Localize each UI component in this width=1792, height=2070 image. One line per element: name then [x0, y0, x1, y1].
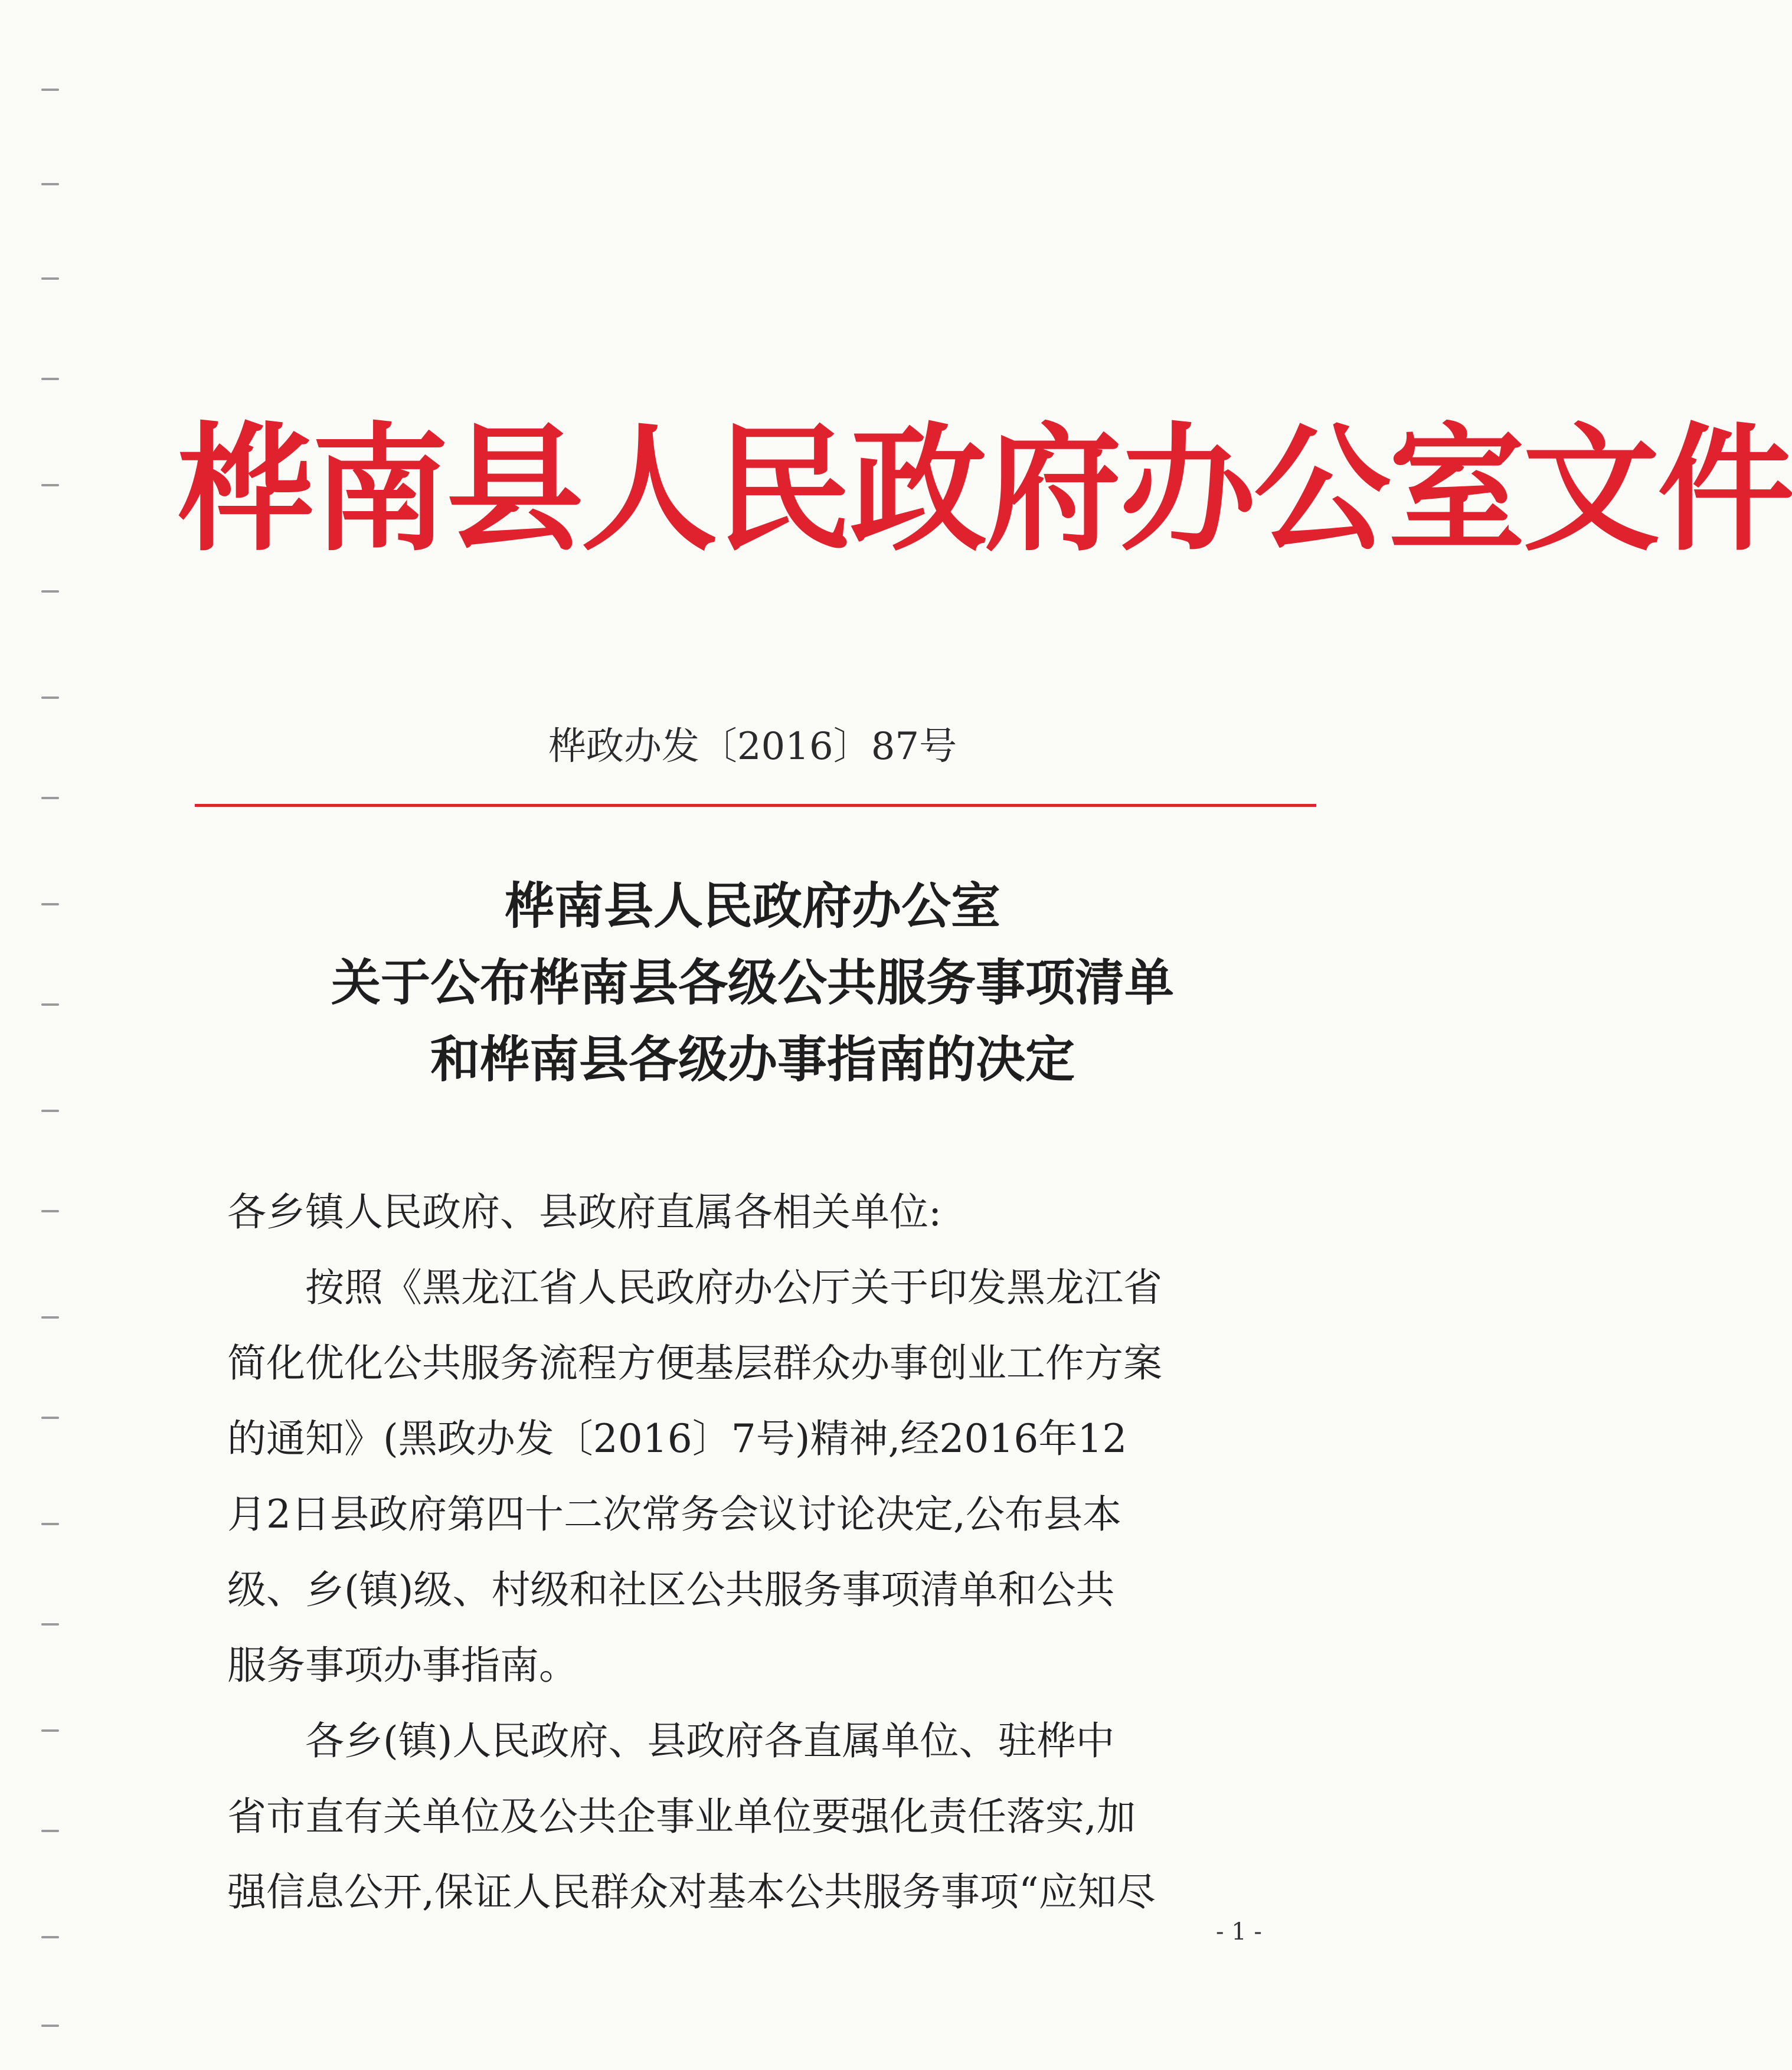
binding-mark: [41, 2025, 59, 2027]
body-line: 强信息公开,保证人民群众对基本公共服务事项“应知尽: [227, 1869, 1156, 1915]
binding-mark: [41, 590, 59, 593]
binding-mark: [41, 696, 59, 699]
page-number: - 1 -: [1216, 1918, 1262, 1945]
binding-mark: [41, 1936, 59, 1938]
binding-mark: [41, 1830, 59, 1832]
body-line: 各乡(镇)人民政府、县政府各直属单位、驻桦中: [305, 1718, 1115, 1764]
red-header-title: 桦南县人民政府办公室文件: [177, 410, 1792, 570]
binding-mark: [41, 1417, 59, 1419]
body-line: 服务事项办事指南。: [227, 1643, 578, 1688]
binding-mark: [41, 1110, 59, 1112]
binding-mark: [41, 797, 59, 799]
body-line: 月2日县政府第四十二次常务会议讨论决定,公布县本: [227, 1492, 1121, 1537]
binding-mark: [41, 277, 59, 280]
body-text: [227, 1175, 1254, 1930]
document-title-line: 关于公布桦南县各级公共服务事项清单: [331, 954, 1174, 1012]
binding-mark: [41, 89, 59, 91]
body-line: 级、乡(镇)级、村级和社区公共服务事项清单和公共: [227, 1567, 1115, 1613]
binding-mark: [41, 1729, 59, 1732]
binding-mark: [41, 378, 59, 380]
body-line: 按照《黑龙江省人民政府办公厅关于印发黑龙江省: [305, 1265, 1162, 1310]
binding-mark: [41, 1623, 59, 1626]
body-line: 省市直有关单位及公共企事业单位要强化责任落实,加: [227, 1794, 1136, 1839]
salutation: 各乡镇人民政府、县政府直属各相关单位:: [227, 1189, 942, 1235]
binding-mark: [41, 1523, 59, 1525]
body-line: 的通知》(黑政办发〔2016〕7号)精神,经2016年12: [227, 1416, 1127, 1461]
binding-mark: [41, 1316, 59, 1319]
binding-mark: [41, 484, 59, 486]
document-title-line: 桦南县人民政府办公室: [504, 877, 1000, 935]
body-line: 简化优化公共服务流程方便基层群众办事创业工作方案: [227, 1340, 1162, 1386]
red-divider-rule: [195, 804, 1316, 807]
binding-mark: [41, 1210, 59, 1212]
document-title-line: 和桦南县各级办事指南的决定: [430, 1031, 1075, 1088]
document-title: [0, 868, 1505, 1098]
binding-mark: [41, 183, 59, 185]
document-number: 桦政办发〔2016〕87号: [548, 725, 957, 769]
